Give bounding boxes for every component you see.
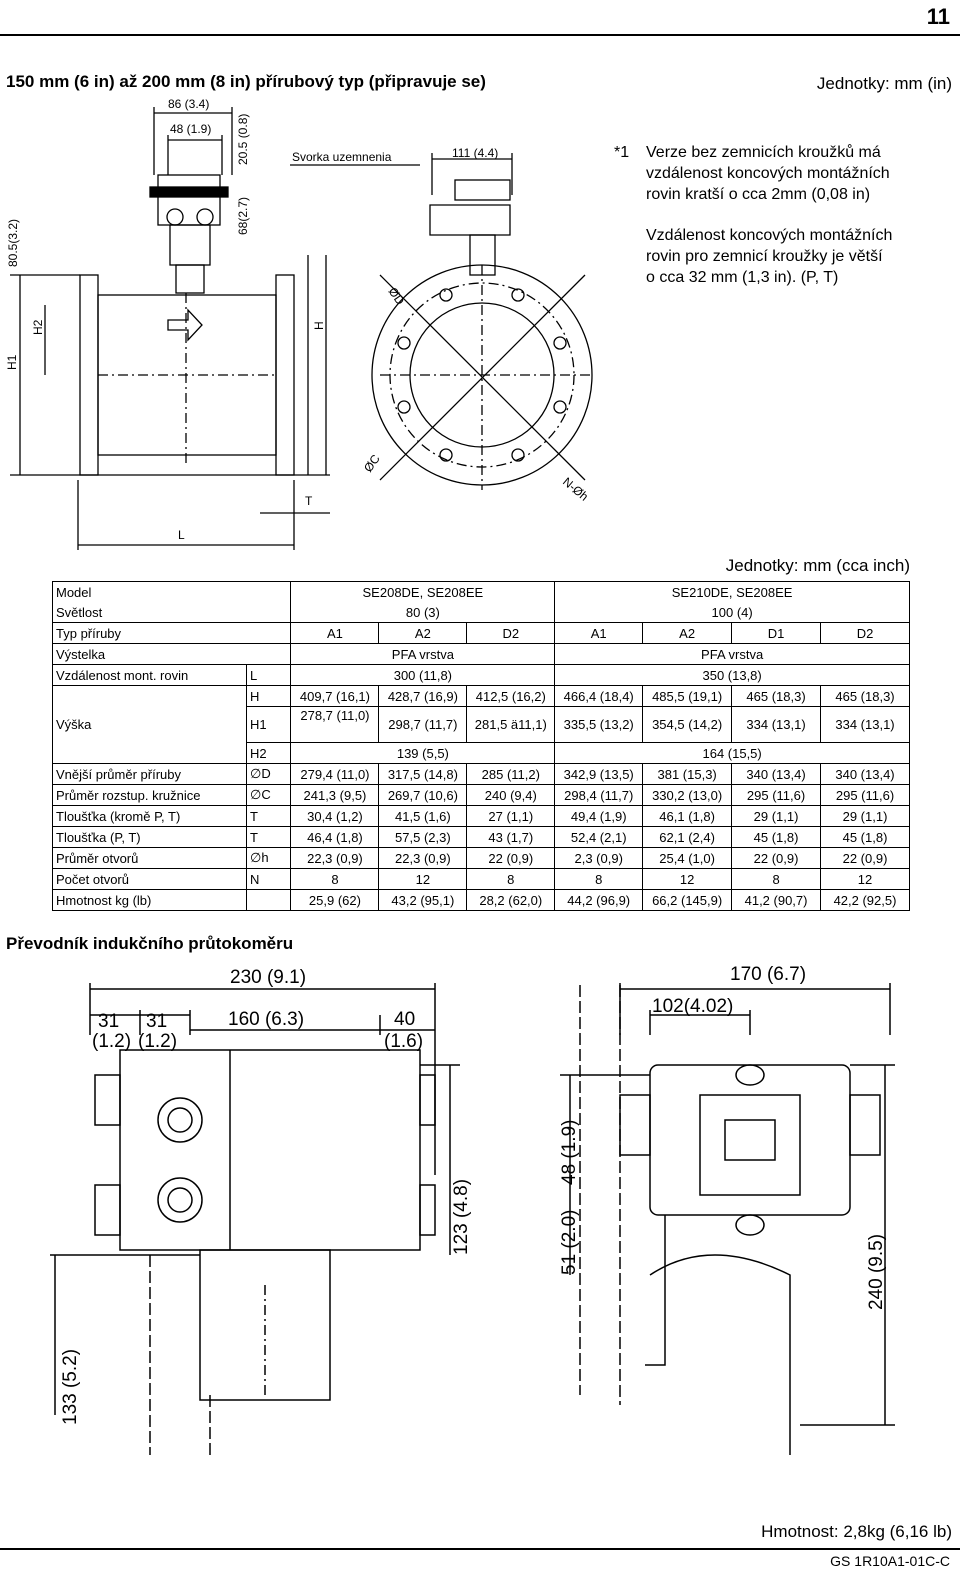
cell: 285 (11,2): [467, 764, 555, 785]
dim-40-in: (1.6): [384, 1031, 424, 1052]
cell: A1: [291, 623, 379, 644]
dim-170: 170 (6.7): [730, 964, 807, 985]
cell: 2,3 (0,9): [555, 848, 643, 869]
dim-80-5: 80.5(3.2): [6, 218, 20, 267]
cell: 22,3 (0,9): [379, 848, 467, 869]
cell: 25,4 (1,0): [643, 848, 732, 869]
cell-symbol: H1: [247, 707, 291, 743]
cell: A2: [379, 623, 467, 644]
cell: 44,2 (96,9): [555, 890, 643, 911]
cell-symbol: T: [247, 806, 291, 827]
row-size: [53, 602, 910, 623]
cell: 317,5 (14,8): [379, 764, 467, 785]
cell: 52,4 (2,1): [555, 827, 643, 848]
cell: 100 (4): [555, 602, 910, 623]
cell: 25,9 (62): [291, 890, 379, 911]
label-H2: H2: [31, 319, 45, 335]
label-Nh: N-Øh: [560, 474, 592, 504]
cell: 41,5 (1,6): [379, 806, 467, 827]
flowmeter-drawing: [0, 95, 620, 555]
cell: 334 (13,1): [732, 707, 821, 743]
cell: 298,7 (11,7): [379, 707, 467, 743]
cell-label: Tloušťka (kromě P, T): [53, 806, 247, 827]
dim-31a: 31: [98, 1011, 120, 1032]
row-flange: [53, 623, 910, 644]
header-rule: [0, 34, 960, 36]
dim-160: 160 (6.3): [228, 1009, 305, 1030]
cell: 300 (11,8): [291, 665, 555, 686]
cell: 29 (1,1): [821, 806, 910, 827]
cell: 12: [821, 869, 910, 890]
dim-20-5: 20.5 (0.8): [236, 113, 250, 165]
label-C: ØC: [360, 451, 383, 475]
grounding-terminal-label: Svorka uzemnenia: [292, 150, 392, 164]
table-row: [53, 827, 910, 848]
cell: 12: [643, 869, 732, 890]
row-lining: [53, 644, 910, 665]
cell: 46,1 (1,8): [643, 806, 732, 827]
cell: 428,7 (16,9): [379, 686, 467, 707]
note-line: o cca 32 mm (1,3 in). (P, T): [646, 269, 839, 286]
cell: 49,4 (1,9): [555, 806, 643, 827]
dim-31a-in: (1.2): [92, 1031, 132, 1052]
cell: 22,3 (0,9): [291, 848, 379, 869]
cell: 139 (5,5): [291, 743, 555, 764]
cell: 241,3 (9,5): [291, 785, 379, 806]
dim-68: 68(2.7): [236, 196, 250, 235]
cell-label: Vzdálenost mont. rovin: [53, 665, 247, 686]
cell: 62,1 (2,4): [643, 827, 732, 848]
cell-label: Model: [53, 582, 247, 603]
cell: 465 (18,3): [732, 686, 821, 707]
cell: D2: [467, 623, 555, 644]
cell: 27 (1,1): [467, 806, 555, 827]
cell-symbol: [247, 890, 291, 911]
dim-123: 123 (4.8): [451, 1178, 472, 1255]
cell: 465 (18,3): [821, 686, 910, 707]
cell: 335,5 (13,2): [555, 707, 643, 743]
cell: 278,7 (11,0): [291, 707, 379, 743]
cell: 29 (1,1): [732, 806, 821, 827]
cell: 381 (15,3): [643, 764, 732, 785]
row-H: [53, 686, 910, 707]
cell: 28,2 (62,0): [467, 890, 555, 911]
cell-label: Typ příruby: [53, 623, 291, 644]
cell-symbol: ∅C: [247, 785, 291, 806]
cell: 8: [291, 869, 379, 890]
converter-drawing: [0, 955, 960, 1475]
footer-rule: [0, 1548, 960, 1550]
table-row: [53, 890, 910, 911]
dim-31b: 31: [146, 1011, 168, 1032]
cell: SE210DE, SE208EE: [555, 582, 910, 603]
cell: 46,4 (1,8): [291, 827, 379, 848]
cell: SE208DE, SE208EE: [291, 582, 555, 603]
cell: 80 (3): [291, 602, 555, 623]
dim-48: 48 (1.9): [170, 122, 212, 136]
cell-label: Počet otvorů: [53, 869, 247, 890]
cell: 22 (0,9): [821, 848, 910, 869]
cell: 269,7 (10,6): [379, 785, 467, 806]
cell: 41,2 (90,7): [732, 890, 821, 911]
table-row: [53, 764, 910, 785]
cell: 334 (13,1): [821, 707, 910, 743]
dim-48: 48 (1.9): [559, 1119, 580, 1185]
cell-symbol: H2: [247, 743, 291, 764]
cell-label: Světlost: [53, 602, 247, 623]
cell: 466,4 (18,4): [555, 686, 643, 707]
cell: 22 (0,9): [467, 848, 555, 869]
page-number: 11: [926, 4, 950, 29]
row-face: [53, 665, 910, 686]
cell: 8: [555, 869, 643, 890]
cell: D2: [821, 623, 910, 644]
cell: PFA vrstva: [291, 644, 555, 665]
cell-label: Vnější průměr příruby: [53, 764, 247, 785]
spec-table: [52, 581, 910, 911]
cell-symbol: T: [247, 827, 291, 848]
note-line: Verze bez zemnicích kroužků má: [646, 144, 881, 161]
cell: 350 (13,8): [555, 665, 910, 686]
cell-label: Průměr otvorů: [53, 848, 247, 869]
cell: 412,5 (16,2): [467, 686, 555, 707]
cell: 340 (13,4): [732, 764, 821, 785]
note-line: rovin pro zemnicí kroužky je větší: [646, 248, 883, 265]
cell: D1: [732, 623, 821, 644]
table-row: [53, 848, 910, 869]
note-line: Vzdálenost koncových montážních: [646, 227, 893, 244]
cell-label: Průměr rozstup. kružnice: [53, 785, 247, 806]
cell: 354,5 (14,2): [643, 707, 732, 743]
cell: 43 (1,7): [467, 827, 555, 848]
cell: 340 (13,4): [821, 764, 910, 785]
cell-label: Hmotnost kg (lb): [53, 890, 247, 911]
cell-symbol: ∅D: [247, 764, 291, 785]
cell: 240 (9,4): [467, 785, 555, 806]
cell-label: Výstelka: [53, 644, 291, 665]
document-code: GS 1R10A1-01C-C: [830, 1553, 950, 1569]
cell: 279,4 (11,0): [291, 764, 379, 785]
dim-40: 40: [394, 1009, 416, 1030]
table-units: Jednotky: mm (cca inch): [725, 556, 910, 575]
note-text: [646, 142, 892, 288]
section-title-flange: 150 mm (6 in) až 200 mm (8 in) přírubový typ (připravuje se): [6, 72, 486, 91]
cell: 30,4 (1,2): [291, 806, 379, 827]
cell: A2: [643, 623, 732, 644]
dim-31b-in: (1.2): [138, 1031, 178, 1052]
dim-51: 51 (2.0): [559, 1209, 580, 1275]
label-T: T: [305, 494, 313, 508]
cell: 66,2 (145,9): [643, 890, 732, 911]
label-H1: H1: [5, 354, 19, 370]
label-L: L: [178, 528, 185, 542]
cell-symbol: N: [247, 869, 291, 890]
table-row: [53, 806, 910, 827]
cell-label: Tloušťka (P, T): [53, 827, 247, 848]
cell-label: Výška: [53, 686, 247, 764]
cell-symbol: ∅h: [247, 848, 291, 869]
section-title-converter: Převodník indukčního průtokoměru: [6, 934, 294, 953]
dim-111: 111 (4.4): [452, 146, 499, 160]
cell-symbol: H: [247, 686, 291, 707]
label-D: ØD: [385, 284, 408, 308]
cell: 57,5 (2,3): [379, 827, 467, 848]
cell: 295 (11,6): [732, 785, 821, 806]
units-label: Jednotky: mm (in): [816, 74, 952, 93]
table-row: [53, 869, 910, 890]
cell: 43,2 (95,1): [379, 890, 467, 911]
note-line: rovin kratší o cca 2mm (0,08 in): [646, 186, 871, 203]
cell: 409,7 (16,1): [291, 686, 379, 707]
cell: 281,5 ä11,1): [467, 707, 555, 743]
weight-label: Hmotnost: 2,8kg (6,16 lb): [761, 1522, 952, 1541]
cell: A1: [555, 623, 643, 644]
cell: 42,2 (92,5): [821, 890, 910, 911]
note-marker: *1: [614, 144, 630, 161]
cell: 295 (11,6): [821, 785, 910, 806]
cell: 12: [379, 869, 467, 890]
dim-230: 230 (9.1): [230, 967, 307, 988]
cell: 342,9 (13,5): [555, 764, 643, 785]
dim-240: 240 (9.5): [866, 1233, 887, 1310]
cell: PFA vrstva: [555, 644, 910, 665]
dim-102: 102(4.02): [652, 996, 734, 1017]
table-row: [53, 785, 910, 806]
cell: 164 (15,5): [555, 743, 910, 764]
cell: 330,2 (13,0): [643, 785, 732, 806]
row-model: [53, 582, 910, 603]
dim-133: 133 (5.2): [60, 1348, 81, 1425]
note-line: vzdálenost koncových montážních: [646, 165, 890, 182]
cell: 8: [732, 869, 821, 890]
cell: 45 (1,8): [821, 827, 910, 848]
cell: 485,5 (19,1): [643, 686, 732, 707]
cell: 8: [467, 869, 555, 890]
cell: 22 (0,9): [732, 848, 821, 869]
label-H: H: [312, 321, 326, 330]
cell: 298,4 (11,7): [555, 785, 643, 806]
cell: 45 (1,8): [732, 827, 821, 848]
cell-symbol: L: [247, 665, 291, 686]
dim-86: 86 (3.4): [168, 97, 210, 111]
